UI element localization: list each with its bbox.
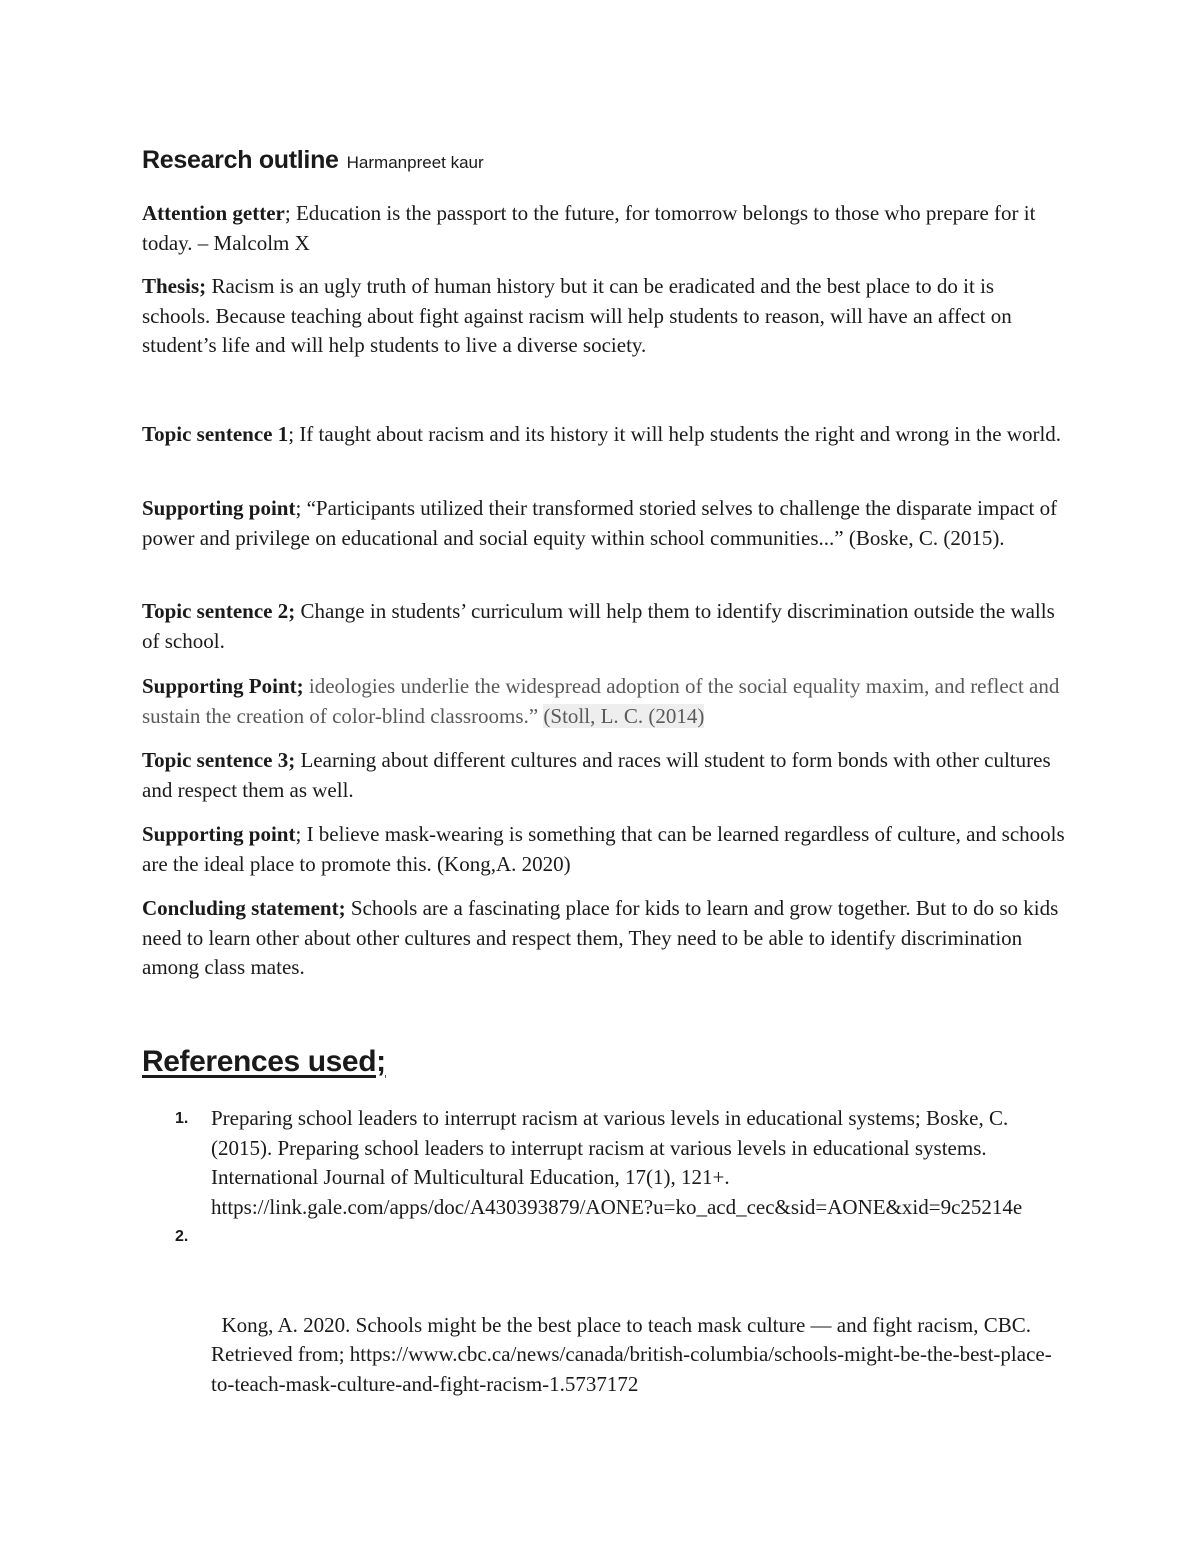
concluding-statement-text: Schools are a fascinating place for kids to learn and grow together. But to do so kids need to learn other about other cultures and respect them, They need to be able to identify discrimination among class mates. bbox=[142, 896, 1059, 979]
topic-sentence-1-paragraph bbox=[142, 420, 1067, 450]
thesis-text: Racism is an ugly truth of human history but it can be eradicated and the best place to do it is schools. Because teaching about fight against racism will help students to reason, will have an affect on student’s life and will help students to live a diverse society. bbox=[142, 274, 1012, 357]
reference-text: Kong, A. 2020. Schools might be the best place to teach mask culture — and fight racism, CBC. Retrieved from; https://www.cbc.ca/news/canada/british-columbia/schools-might-be-the-best-place-to-teach-mask-culture-and-fight-racism-1.5737172 bbox=[211, 1312, 1052, 1396]
topic-sentence-2-label: Topic sentence 2; bbox=[142, 599, 296, 623]
title-text: Research outline bbox=[142, 146, 339, 174]
concluding-statement-label: Concluding statement; bbox=[142, 896, 346, 920]
topic-sentence-2-paragraph bbox=[142, 597, 1067, 656]
thesis-paragraph bbox=[142, 272, 1067, 361]
supporting-point-1-text: ; “Participants utilized their transformed storied selves to challenge the disparate impact of power and privilege on educational and social equity within school communities...” (Boske, C. (2015). bbox=[142, 496, 1058, 550]
supporting-point-2-label: Supporting Point; bbox=[142, 674, 304, 698]
reference-item bbox=[142, 1104, 1072, 1222]
topic-sentence-1-text: ; If taught about racism and its history it will help students the right and wrong in the world. bbox=[288, 422, 1062, 446]
references-heading: References used; bbox=[142, 1045, 386, 1078]
attention-getter-label: Attention getter bbox=[142, 201, 285, 225]
supporting-point-1-label: Supporting point bbox=[142, 496, 296, 520]
topic-sentence-3-label: Topic sentence 3; bbox=[142, 748, 296, 772]
document-title bbox=[142, 146, 484, 175]
thesis-label: Thesis; bbox=[142, 274, 207, 298]
reference-text: Preparing school leaders to interrupt racism at various levels in educational systems; Boske, C. (2015). Preparing school leaders to interrupt racism at various levels in educational systems. International Journal of Multicultural Education, 17(1), 121+. https://link.gale.com/apps/doc/A430393879/AONE?u=ko_acd_cec&sid=AONE&xid=9c25214e bbox=[211, 1106, 1023, 1219]
supporting-point-2-paragraph bbox=[142, 672, 1067, 731]
supporting-point-3-text: ; I believe mask-wearing is something that can be learned regardless of culture, and schools are the ideal place to promote this. (Kong,A. 2020) bbox=[142, 822, 1065, 876]
reference-number: 1. bbox=[175, 1110, 189, 1127]
attention-getter-paragraph bbox=[142, 199, 1067, 258]
supporting-point-3-paragraph bbox=[142, 820, 1067, 879]
supporting-point-2-text: ideologies underlie the widespread adoption of the social equality maxim, and reflect and sustain the creation of color-blind classrooms.” bbox=[142, 674, 1060, 728]
supporting-point-3-label: Supporting point bbox=[142, 822, 296, 846]
reference-number: 2. bbox=[175, 1228, 189, 1245]
concluding-statement-paragraph bbox=[142, 894, 1067, 983]
author-name: Harmanpreet kaur bbox=[346, 153, 484, 172]
topic-sentence-3-text: Learning about different cultures and races will student to form bonds with other cultures and respect them as well. bbox=[142, 748, 1051, 802]
supporting-point-2-citation: (Stoll, L. C. (2014) bbox=[543, 703, 705, 728]
topic-sentence-3-paragraph bbox=[142, 746, 1067, 805]
attention-getter-text: Education is the passport to the future, for tomorrow belongs to those who prepare for it today. – Malcolm X bbox=[142, 201, 1036, 255]
reference-item bbox=[142, 1222, 1072, 1458]
attention-getter-sep: ; bbox=[284, 201, 291, 225]
references-list bbox=[142, 1104, 1072, 1458]
topic-sentence-2-text: Change in students’ curriculum will help them to identify discrimination outside the walls of school. bbox=[142, 599, 1055, 653]
supporting-point-1-paragraph bbox=[142, 494, 1067, 553]
topic-sentence-1-label: Topic sentence 1 bbox=[142, 422, 289, 446]
